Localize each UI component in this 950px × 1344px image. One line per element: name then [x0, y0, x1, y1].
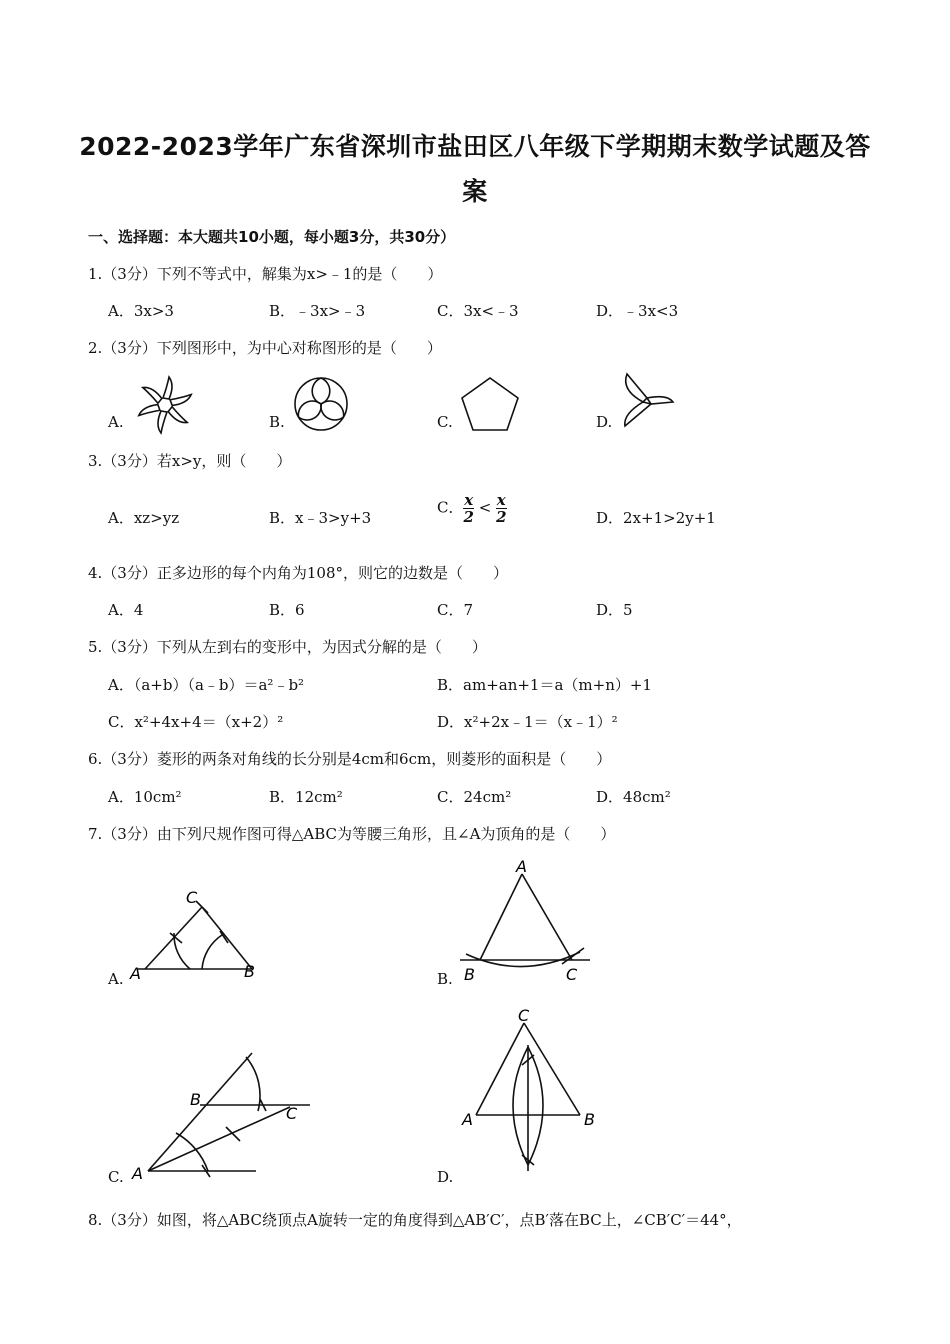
label-b: B — [584, 1110, 595, 1129]
q4-option-c: C．7 — [437, 601, 474, 619]
q3-fraction-right — [496, 492, 506, 525]
q2-figure-c — [459, 375, 521, 433]
label-a: A — [462, 1110, 473, 1129]
label-a: A — [516, 857, 527, 876]
q5-option-d: D．x²+2x﹣1＝（x﹣1）² — [437, 713, 618, 731]
q3-option-b: B．x﹣3>y+3 — [269, 509, 372, 527]
question-6-stem: 6.（3分）菱形的两条对角线的长分别是4cm和6cm，则菱形的面积是（ ） — [88, 750, 612, 768]
q2-figure-a — [135, 375, 195, 435]
q7-option-b: B. — [437, 970, 453, 988]
question-3-stem: 3.（3分）若x>y，则（ ） — [88, 452, 292, 470]
q1-option-d: D．﹣3x<3 — [596, 302, 679, 320]
q2-figure-b — [292, 375, 350, 433]
page-title-continued: 案 — [462, 177, 488, 206]
q1-option-a: A．3x>3 — [108, 302, 174, 320]
q7-figure-d — [458, 1005, 608, 1175]
q2-figure-d — [619, 370, 675, 428]
question-2-stem: 2.（3分）下列图形中，为中心对称图形的是（ ） — [88, 339, 442, 357]
q5-option-a: A．（a+b）（a﹣b）＝a²﹣b² — [108, 676, 305, 694]
question-5-stem: 5.（3分）下列从左到右的变形中，为因式分解的是（ ） — [88, 638, 487, 656]
q4-option-a: A．4 — [108, 601, 144, 619]
q5-option-b: B．am+an+1＝a（m+n）+1 — [437, 676, 652, 694]
q3-option-c-prefix: C． — [437, 498, 464, 517]
label-c: C — [286, 1104, 298, 1123]
q6-option-a: A．10cm² — [108, 788, 182, 806]
question-7-stem: 7.（3分）由下列尺规作图可得△ABC为等腰三角形，且∠A为顶角的是（ ） — [88, 825, 616, 843]
label-b: B — [464, 965, 475, 984]
label-a: A — [132, 1164, 143, 1183]
q6-option-b: B．12cm² — [269, 788, 343, 806]
q1-option-b: B．﹣3x>﹣3 — [269, 302, 366, 320]
fraction-numerator: x — [464, 491, 474, 509]
fraction-denominator: 2 — [496, 508, 507, 526]
q7-option-c: C. — [108, 1168, 124, 1186]
q6-option-d: D．48cm² — [596, 788, 671, 806]
q7-figure-a — [130, 885, 270, 985]
q3-option-c — [437, 492, 507, 525]
fraction-denominator: 2 — [463, 508, 474, 526]
question-8-stem: 8.（3分）如图，将△ABC绕顶点A旋转一定的角度得到△AB′C′，点B′落在BC上，∠CB′C′＝44°， — [88, 1211, 742, 1229]
q7-option-a: A. — [108, 970, 124, 988]
q7-figure-b — [458, 858, 598, 988]
label-c: C — [186, 888, 198, 907]
q3-option-a: A．xz>yz — [108, 509, 180, 527]
q6-option-c: C．24cm² — [437, 788, 512, 806]
q3-relation: < — [478, 498, 492, 517]
question-1-stem: 1.（3分）下列不等式中，解集为x>﹣1的是（ ） — [88, 265, 443, 283]
q3-fraction-left — [463, 492, 473, 525]
q5-option-c: C．x²+4x+4＝（x+2）² — [108, 713, 284, 731]
q2-option-b: B. — [269, 413, 285, 431]
q3-option-d: D．2x+1>2y+1 — [596, 509, 716, 527]
q4-option-b: B．6 — [269, 601, 305, 619]
q7-option-d: D. — [437, 1168, 454, 1186]
fraction-numerator: x — [496, 491, 506, 509]
q2-option-d: D. — [596, 413, 613, 431]
question-4-stem: 4.（3分）正多边形的每个内角为108°，则它的边数是（ ） — [88, 564, 508, 582]
label-c: C — [566, 965, 578, 984]
q2-option-c: C. — [437, 413, 453, 431]
page-title: 2022-2023学年广东省深圳市盐田区八年级下学期期末数学试题及答 — [79, 132, 871, 161]
label-b: B — [190, 1090, 201, 1109]
section-heading: 一、选择题：本大题共10小题，每小题3分，共30分） — [88, 228, 456, 246]
q7-figure-c — [130, 1045, 320, 1183]
q4-option-d: D．5 — [596, 601, 633, 619]
label-b: B — [244, 962, 255, 981]
q2-option-a: A. — [108, 413, 124, 431]
label-a: A — [130, 964, 141, 983]
label-c: C — [518, 1006, 530, 1025]
q1-option-c: C．3x<﹣3 — [437, 302, 519, 320]
